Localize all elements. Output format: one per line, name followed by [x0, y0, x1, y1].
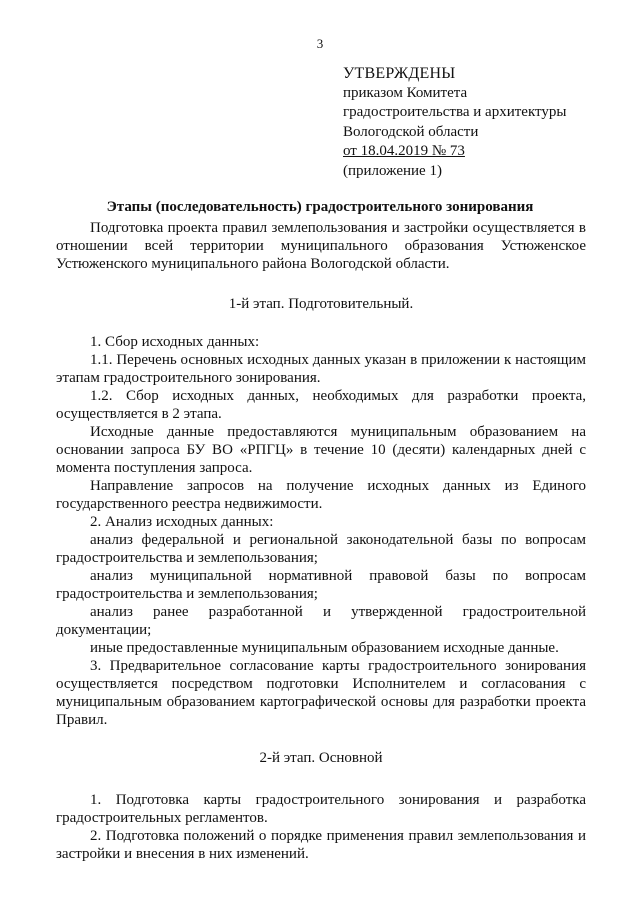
paragraph: иные предоставленные муниципальным образованием исходные данные.: [90, 640, 559, 656]
approval-date-line: от 18.04.2019 № 73: [343, 143, 465, 159]
paragraph: Исходные данные предоставляются муниципальным образованием на основании запроса БУ ВО «РПГЦ» в течение 10 (десяти) календарных дней с момента поступления запроса.: [56, 424, 586, 476]
paragraph: Направление запросов на получение исходных данных из Единого государственного реестра недвижимости.: [56, 478, 586, 512]
paragraph: 3. Предварительное согласование карты градостроительного зонирования осуществляется посредством подготовки Исполнителем и согласования с муниципальным образованием картографической основы для разработки проекта Правил.: [56, 658, 586, 728]
paragraph: 2. Анализ исходных данных:: [90, 514, 274, 530]
paragraph: анализ муниципальной нормативной правовой базы по вопросам градостроительства и землепользования;: [56, 568, 586, 602]
approval-line: приказом Комитета: [343, 84, 468, 101]
intro-paragraph: Подготовка проекта правил землепользования и застройки осуществляется в отношении всей территории муниципального образования Устюженское Устюженского муниципального района Вологодской области.: [56, 220, 586, 272]
approval-line: градостроительства и архитектуры: [343, 104, 567, 120]
paragraph: анализ ранее разработанной и утвержденной градостроительной документации;: [56, 604, 586, 638]
paragraph: 1. Подготовка карты градостроительного зонирования и разработка градостроительных регламентов.: [56, 792, 586, 826]
paragraph: 1.2. Сбор исходных данных, необходимых для разработки проекта, осуществляется в 2 этапа.: [56, 388, 586, 422]
paragraph: анализ федеральной и региональной законодательной базы по вопросам градостроительства и землепользования;: [56, 532, 586, 566]
approval-stamp: [343, 64, 623, 181]
approval-heading: УТВЕРЖДЕНЫ: [343, 65, 456, 82]
paragraph: 1. Сбор исходных данных:: [90, 334, 260, 350]
page-number: 3: [316, 36, 324, 51]
approval-line: Вологодской области: [343, 123, 479, 140]
stage1-heading: 1-й этап. Подготовительный.: [228, 296, 414, 312]
stage2-heading: 2-й этап. Основной: [259, 750, 383, 766]
paragraph: 1.1. Перечень основных исходных данных указан в приложении к настоящим этапам градостроительного зонирования.: [56, 352, 586, 386]
document-body: [56, 219, 586, 863]
paragraph: 2. Подготовка положений о порядке применения правил землепользования и застройки и внесения в них изменений.: [56, 828, 586, 862]
approval-appendix-line: (приложение 1): [343, 162, 442, 179]
document-title: Этапы (последовательность) градостроительного зонирования: [106, 199, 534, 215]
